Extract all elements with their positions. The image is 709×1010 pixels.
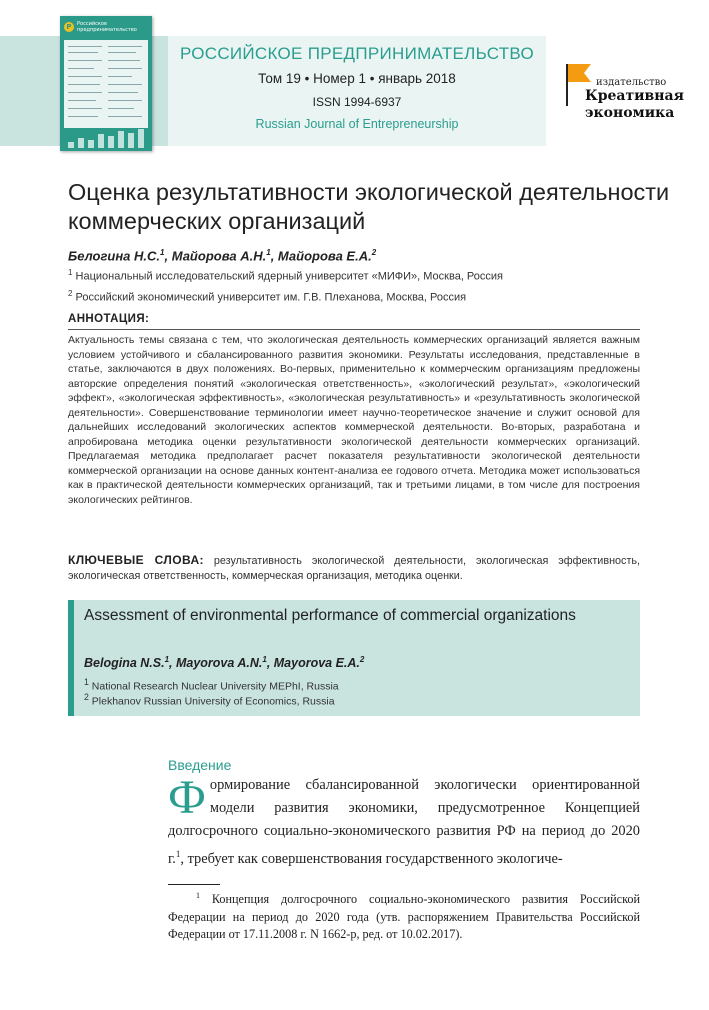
drop-cap-letter: Ф <box>168 771 206 824</box>
english-title: Assessment of environmental performance of commercial organizations <box>84 607 576 624</box>
footnote <box>168 887 640 944</box>
publisher-name <box>585 88 684 122</box>
author-name: Belogina N.S. <box>84 656 165 671</box>
publisher-label: издательство <box>596 77 667 88</box>
cover-title: Российское предпринимательство <box>77 21 137 33</box>
journal-title: РОССИЙСКОЕ ПРЕДПРИНИМАТЕЛЬСТВО <box>179 44 535 63</box>
footnote-text: Концепция долгосрочного социально-экономического развития Российской Федерации на период до 2020 года (утв. распоряжением Правительства Российской Федерации от 17.11.2008 г. N 1662-р, ред. от 10.02.2017). <box>168 892 640 942</box>
abstract-heading: АННОТАЦИЯ: <box>68 313 150 325</box>
english-affiliation-1 <box>84 677 339 693</box>
abstract-text: Актуальность темы связана с тем, что экологическая деятельность коммерческих организаций является важным условием устойчивого и сбалансированного развития экономики. Результаты исследования, представленные в статье, заключаются в двух положениях. Во-первых, применительно к коммерческим организациям предложены авторские определения понятий «экологическая ответственность», «экологический результат», «экологический эффект», «экологическая эффективность», «экологическая результативность» и «результативность экологической деятельности». Совершенствование терминологии имеет научно-теоретическое значение и служит основой для дальнейших исследований экологических аспектов коммерческой деятельности. Во-вторых, разработана и апробирована методика оценки результативности экологической деятельности коммерческих организаций. Предлагаемая методика предполагает расчет показателя результативности экологической деятельности коммерческой организации на основе данных контент-анализа ее годового отчета. Методика может использоваться как в практической деятельности коммерческих организаций, так и третьими лицами, в том числе для построения экологических рейтингов. <box>68 334 640 506</box>
journal-cover-image <box>60 16 152 151</box>
keywords-label: КЛЮЧЕВЫЕ СЛОВА: <box>68 553 204 567</box>
affiliation-index: 1 <box>84 677 89 687</box>
english-authors: Belogina N.S.$^1$, Mayorova A.N.$^1$, Mayorova E.A.$^2$ <box>84 655 365 671</box>
author-affiliation-index: 2 <box>359 655 365 664</box>
footnote-reference: 1 <box>175 849 181 859</box>
abstract-divider <box>68 329 640 330</box>
introduction-text-part2: , требует как совершенствования государственного экологиче- <box>180 850 563 867</box>
cover-bar-graphic <box>64 128 148 148</box>
keywords <box>68 553 640 583</box>
english-affiliation-2 <box>84 692 335 708</box>
author-name: Майорова А.Н. <box>171 248 267 264</box>
affiliation-index: 1 <box>68 268 73 277</box>
introduction-text-part1: ормирование сбалансированной экологически ориентированной модели развития экономики, предусмотренное Концепцией долгосрочного социально-экономического развития РФ на период до 2020 г. <box>168 777 640 867</box>
affiliation-index: 2 <box>68 289 73 298</box>
author-name: Белогина Н.С. <box>68 248 161 264</box>
author-affiliation-index: 2 <box>371 248 377 257</box>
publisher-name-line2: экономика <box>585 105 675 121</box>
english-summary-accent-bar <box>68 600 74 716</box>
affiliation-index: 2 <box>84 692 89 702</box>
keywords-text: результативность экологической деятельности, экологическая эффективность, экологическая ответственность, коммерческая организация, методика оценки. <box>68 555 641 582</box>
affiliation-text: Российский экономический университет им. Г.В. Плеханова, Москва, Россия <box>75 291 467 304</box>
author-name: Майорова Е.А. <box>277 248 372 264</box>
article-title: Оценка результативности экологической деятельности коммерческих организаций <box>68 179 670 234</box>
affiliation-text: National Research Nuclear University MEPhI, Russia <box>91 680 339 693</box>
affiliation-2 <box>68 289 466 304</box>
article-authors: Белогина Н.С.$^1$, Майорова А.Н.$^1$, Майорова Е.А.$^2$ <box>68 248 377 264</box>
affiliation-text: Национальный исследовательский ядерный университет «МИФИ», Москва, Россия <box>75 270 504 283</box>
author-name: Mayorova A.N. <box>175 656 263 671</box>
author-affiliation-index: 1 <box>262 655 267 664</box>
cover-logo-icon: Р <box>64 22 74 32</box>
author-affiliation-index: 1 <box>164 655 170 664</box>
journal-issue: Том 19 • Номер 1 • январь 2018 <box>258 71 456 86</box>
author-affiliation-index: 1 <box>160 248 165 257</box>
footnote-divider <box>168 884 220 885</box>
cover-contents-page <box>64 40 148 128</box>
journal-issn: ISSN 1994-6937 <box>312 95 402 109</box>
introduction-text <box>168 771 640 871</box>
footnote-index: 1 <box>196 891 200 900</box>
author-affiliation-index: 1 <box>266 248 271 257</box>
author-name: Mayorova E.A. <box>273 656 360 671</box>
affiliation-1 <box>68 268 503 283</box>
affiliation-text: Plekhanov Russian University of Economics, Russia <box>91 695 335 708</box>
journal-title-english: Russian Journal of Entrepreneurship <box>255 117 459 131</box>
publisher-name-line1: Креативная <box>585 88 684 104</box>
introduction-heading: Введение <box>168 757 232 773</box>
